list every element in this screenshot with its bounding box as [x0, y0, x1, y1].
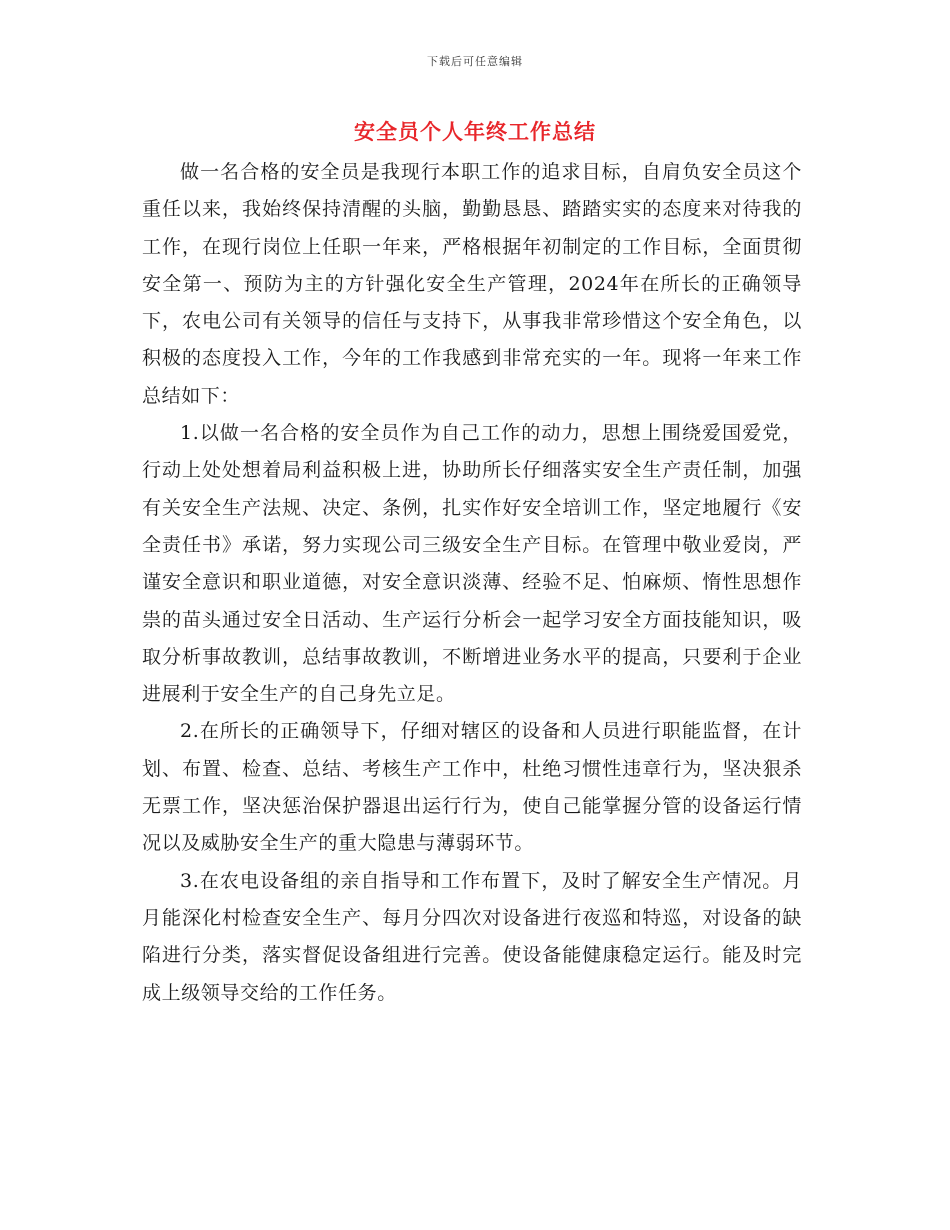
paragraph-intro: 做一名合格的安全员是我现行本职工作的追求目标，自肩负安全员这个重任以来，我始终保持清醒的头脑，勤勤恳恳、踏踏实实的态度来对待我的工作，在现行岗位上任职一年来，严格根据年初制定的工作目标，全面贯彻安全第一、预防为主的方针强化安全生产管理，2024年在所长的正确领导下，农电公司有关领导的信任与支持下，从事我非常珍惜这个安全角色，以积极的态度投入工作，今年的工作我感到非常充实的一年。现将一年来工作总结如下：: [142, 161, 802, 407]
paragraph-item-1: 1.以做一名合格的安全员作为自己工作的动力，思想上围绕爱国爱党，行动上处处想着局利益积极上进，协助所长仔细落实安全生产责任制，加强有关安全生产法规、决定、条例，扎实作好安全培训工作，坚定地履行《安全责任书》承诺，努力实现公司三级安全生产目标。在管理中敬业爱岗，严谨安全意识和职业道德，对安全意识淡薄、经验不足、怕麻烦、惰性思想作祟的苗头通过安全日活动、生产运行分析会一起学习安全方面技能知识，吸取分析事故教训，总结事故教训，不断增进业务水平的提高，只要利于企业进展利于安全生产的自己身先立足。: [142, 422, 802, 706]
paragraph-item-2: 2.在所长的正确领导下，仔细对辖区的设备和人员进行职能监督，在计划、布置、检查、总结、考核生产工作中，杜绝习惯性违章行为，坚决狠杀无票工作，坚决惩治保护器退出运行行为，使自己能掌握分管的设备运行情况以及威胁安全生产的重大隐患与薄弱环节。: [142, 720, 802, 855]
document-title: 安全员个人年终工作总结: [354, 119, 596, 144]
document-body: [142, 154, 802, 1012]
header-note: 下载后可任意编辑: [427, 55, 523, 68]
paragraph-item-3: 3.在农电设备组的亲自指导和工作布置下，及时了解安全生产情况。月月能深化村检查安全生产、每月分四次对设备进行夜巡和特巡，对设备的缺陷进行分类，落实督促设备组进行完善。使设备能健康稳定运行。能及时完成上级领导交给的工作任务。: [142, 869, 802, 1004]
